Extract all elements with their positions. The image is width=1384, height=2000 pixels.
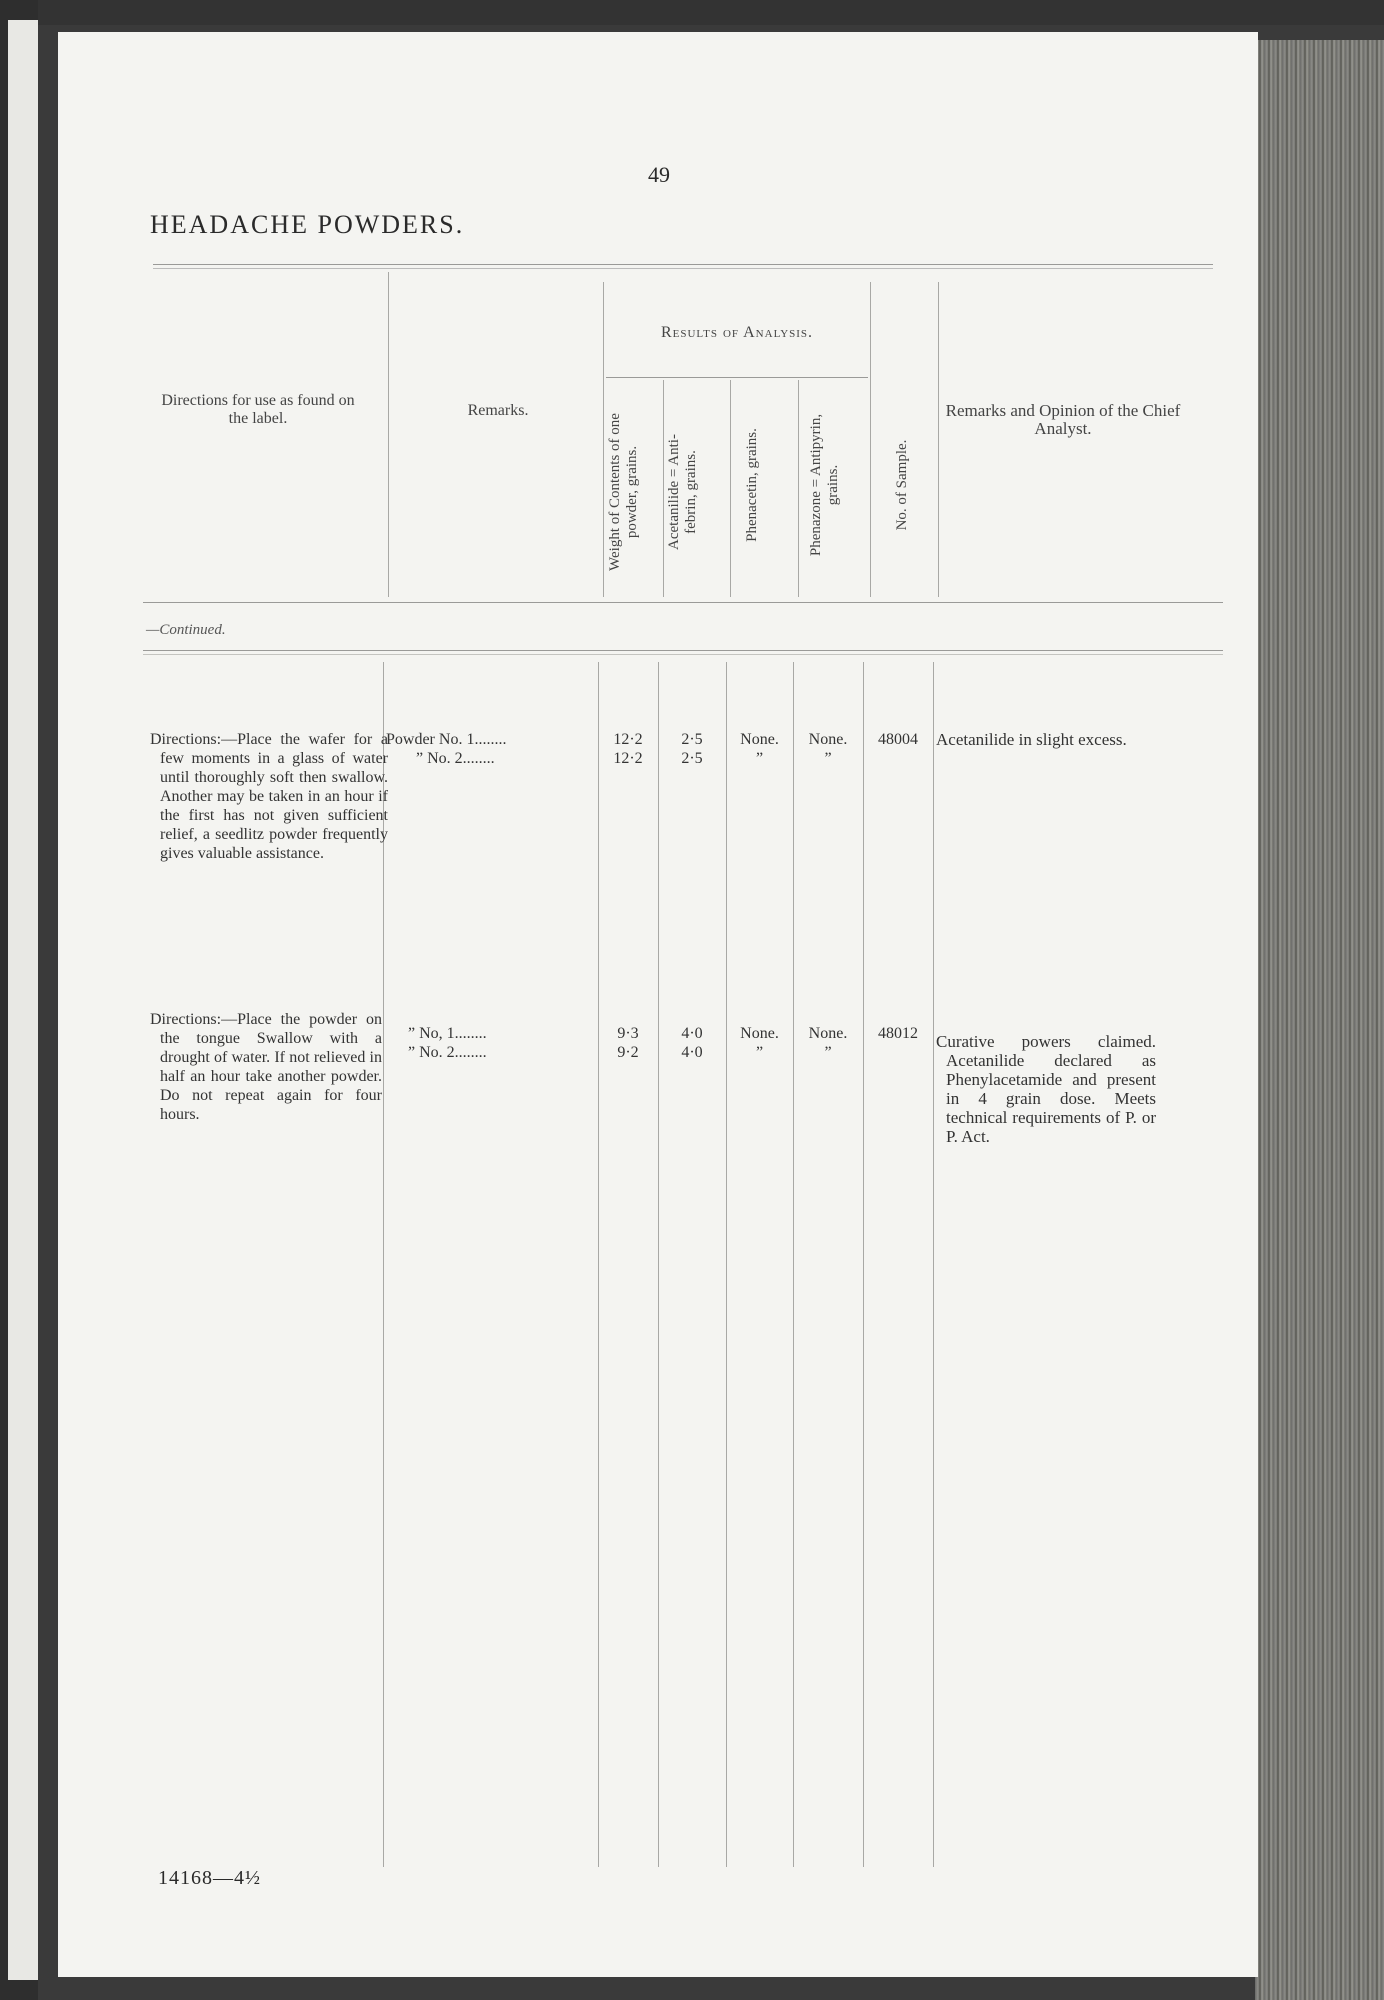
row2-weight-2: 9·2	[617, 1044, 639, 1061]
body-col-divider-phenaz	[793, 662, 794, 1867]
body-col-divider-acet	[658, 662, 659, 1867]
col-divider-phen	[730, 380, 731, 597]
row1-opinion: Acetanilide in slight excess.	[936, 730, 1127, 749]
col-divider-sample	[870, 282, 871, 597]
body-col-divider-opinion	[933, 662, 934, 1867]
header-phenacetin: Phenacetin, grains.	[744, 428, 760, 542]
row1-directions: Directions:—Place the wafer for a few moments in a glass of water until thoroughly soft then swallow. Another may be taken in an hour if the first has not given sufficient relief, a seedlitz powder frequently gives valuable assistance.	[150, 731, 388, 862]
row1-phenazone-2: ”	[824, 750, 832, 767]
row2-phenacetin-1: None.	[740, 1025, 779, 1042]
scan-frame-top	[0, 0, 1384, 25]
page-title: HEADACHE POWDERS.	[150, 210, 465, 239]
continued-bottom-rule	[143, 650, 1223, 651]
header-results-of-analysis: Results of Analysis.	[660, 324, 814, 341]
header-acetanilide: Acetanilide = Anti-febrin, grains.	[666, 434, 699, 550]
row2-weight-1: 9·3	[617, 1025, 639, 1042]
header-sample-no: No. of Sample.	[894, 439, 910, 531]
col-divider-results	[603, 282, 604, 597]
row2-phenazone-1: None.	[808, 1025, 848, 1042]
row1-sample-no: 48004	[878, 731, 918, 748]
row1-phenacetin-1: None.	[740, 731, 779, 748]
row2-sample-no: 48012	[878, 1025, 918, 1042]
row2-acetanilide-2: 4·0	[681, 1044, 703, 1061]
row2-opinion: Curative powers claimed. Acetanilide declared as Phenylacetamide and present in 4 grain dose. Meets technical requirements of P. or P. Act.	[936, 1032, 1156, 1146]
continued-bottom-rule-2	[143, 654, 1223, 655]
row1-weight-2: 12·2	[613, 750, 643, 767]
col-divider-remarks	[388, 272, 389, 597]
continued-label: —Continued.	[146, 622, 226, 638]
col-divider-phenaz	[798, 380, 799, 597]
header-phenazone: Phenazone = Antipyrin, grains.	[808, 413, 841, 557]
row1-remarks-line1: Powder No. 1........	[386, 731, 507, 748]
header-directions: Directions for use as found on the label.	[161, 392, 355, 427]
col-divider-opinion	[938, 282, 939, 597]
top-rule-2	[153, 268, 1213, 269]
results-group-rule	[606, 377, 868, 378]
col-divider-acet	[663, 380, 664, 597]
header-opinion: Remarks and Opinion of the Chief Analyst.	[945, 401, 1181, 438]
row2-phenazone-2: ”	[824, 1044, 832, 1061]
body-col-divider-weight	[598, 662, 599, 1867]
document-page	[58, 32, 1258, 1977]
row2-remarks-line1: ” No, 1........	[408, 1025, 487, 1042]
page-number: 49	[648, 162, 670, 187]
row2-directions: Directions:—Place the powder on the tongue Swallow with a drought of water. If not relieved in half an hour take another powder. Do not repeat again for four hours.	[150, 1011, 382, 1123]
body-col-divider-phen	[726, 662, 727, 1867]
header-weight: Weight of Contents of one powder, grains.	[607, 413, 640, 571]
row1-weight-1: 12·2	[613, 731, 643, 748]
row1-phenacetin-2: ”	[755, 750, 764, 767]
row2-acetanilide-1: 4·0	[681, 1025, 703, 1042]
row2-remarks-line2: ” No. 2........	[408, 1044, 487, 1061]
row1-acetanilide-1: 2·5	[681, 731, 703, 748]
printer-signature-code: 14168—4½	[158, 1867, 261, 1889]
row2-phenacetin-2: ”	[755, 1044, 764, 1061]
header-bottom-rule	[143, 602, 1223, 603]
top-rule	[153, 264, 1213, 265]
row1-acetanilide-2: 2·5	[681, 750, 703, 767]
body-col-divider-sample	[863, 662, 864, 1867]
book-page-edges	[1255, 40, 1384, 2000]
facing-page-edge	[8, 20, 38, 1980]
row1-phenazone-1: None.	[808, 731, 848, 748]
row1-remarks-line2: ” No. 2........	[416, 750, 495, 767]
header-remarks: Remarks.	[467, 402, 529, 419]
